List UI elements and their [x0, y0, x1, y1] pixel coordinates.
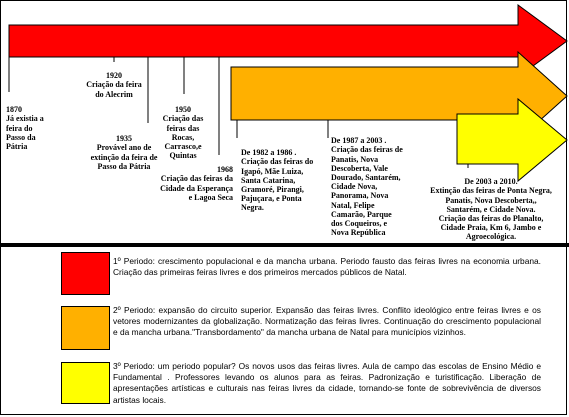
legend-swatch-red: [61, 252, 110, 295]
section-divider: [0, 243, 569, 247]
legend-text-period-1: 1º Periodo: crescimento populacional e da mancha urbana. Periodo fausto das feiras livres na economia urbana. Criação das primeiras feiras livres e dos primeiros mercados públicos de Natal.: [113, 256, 541, 278]
legend-text-period-3: 3º Periodo: um periodo popular? Os novos usos das feiras livres. Aula de campo das escolas de Ensino Médio e Fundamental . Professores levando os alunos para as feiras. Padronização e turistificação. Liberação de apresentações artísticas e culturais nas feiras livres da cidade, tornando-se fonte de sobrevivência de diversos artistas locais.: [113, 361, 541, 405]
event-1950: 1950 Criação das feiras das Rocas, Carrasco,e Quintas: [162, 105, 204, 161]
event-1968: 1968 Criação das feiras da Cidade da Esperança e Lagoa Seca: [160, 165, 233, 202]
event-1987-2003: De 1987 a 2003 . Criação das feiras de Panatis, Nova Descoberta, Vale Dourado, Santarém, Cidade Nova, Panorama, Nova Natal, Felipe Camarão, Parque dos Coqueiros, e Nova República: [331, 136, 403, 238]
event-1870: 1870 Já existia a feira do Passo da Pátria: [6, 105, 44, 152]
event-2003-2010: De 2003 a 2010. Extinção das feiras de Ponta Negra, Panatis, Nova Descoberta,, Santarém, e Cidade Nova. Criação das feiras do Planalto, Cidade Praia, Km 6, Jambo e Agroecológica.: [430, 177, 552, 242]
legend-text-period-2: 2º Periodo: expansão do circuito superior. Expansão das feiras livres. Conflito ideológico entre feiras livres e os vetores modernizantes da globalização. Normatização das feiras livres. Continuação do crescimento populacional e da mancha urbana."Transbordamento" da mancha urbana de Natal para municípios vizinhos.: [113, 305, 541, 338]
legend-swatch-yellow: [61, 362, 110, 404]
event-1982-1986: De 1982 a 1986 . Criação das feiras do Igapó, Mãe Luiza, Santa Catarina, Gramoré, Pirangi, Pajuçara, e Ponta Negra.: [241, 148, 314, 213]
event-1920: 1920 Criação da feira do Alecrim: [86, 71, 142, 99]
legend-swatch-orange: [61, 306, 110, 350]
event-1935: 1935 Provável ano de extinção da feira de Passo da Pátria: [90, 134, 158, 171]
